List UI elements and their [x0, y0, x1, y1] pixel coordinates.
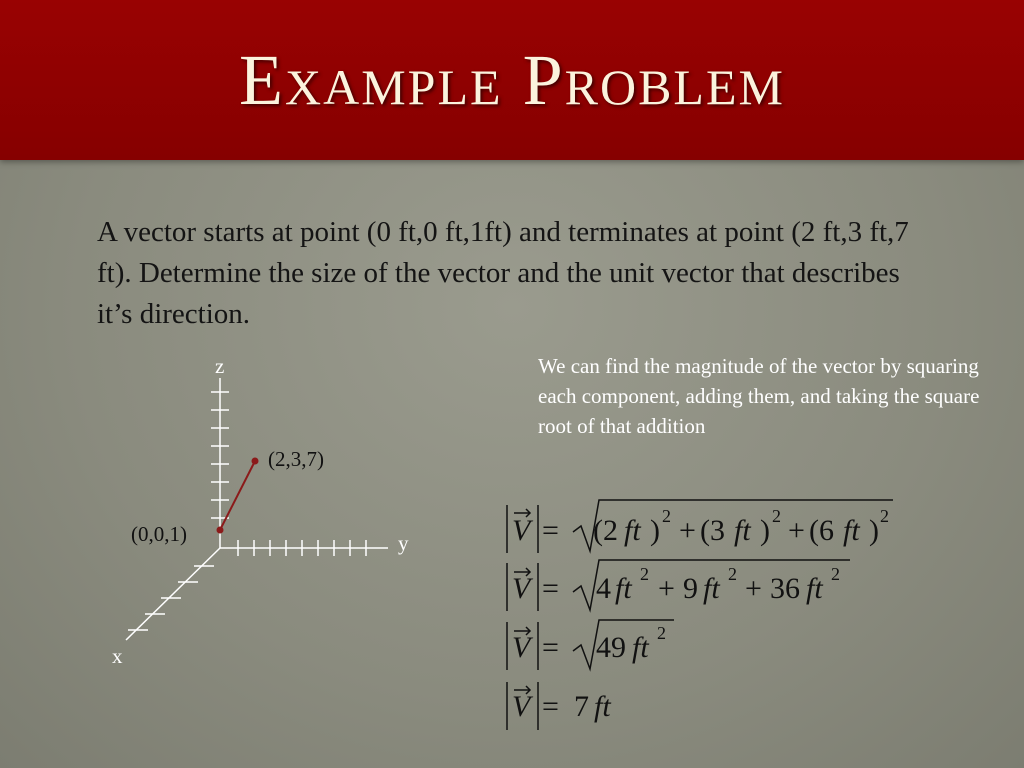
eq2-exp-b: 2 — [728, 564, 737, 584]
z-axis-label: z — [215, 354, 225, 378]
magnitude-explanation: We can find the magnitude of the vector by squaring each component, adding them, and taking the square root of that addition — [538, 354, 980, 438]
eq2-term-c: 36 — [770, 572, 800, 605]
eq1-close-b: ) — [760, 514, 770, 547]
start-point-dot — [217, 527, 224, 534]
end-point-label: (2,3,7) — [268, 447, 324, 471]
eq1-close-a: ) — [650, 514, 660, 547]
eq1-unit-a: ft — [624, 514, 641, 547]
eq1-term-b: (3 — [700, 514, 725, 547]
x-axis-ticks — [128, 566, 214, 630]
eq2-unit-a: ft — [615, 572, 632, 605]
slide-title: Example Problem — [239, 40, 785, 120]
eq3-unit-a: ft — [632, 631, 649, 664]
eq2-exp-c: 2 — [831, 564, 840, 584]
vector-arrow — [220, 461, 255, 530]
eq1-exp-a: 2 — [662, 506, 671, 526]
equals-3: = — [542, 631, 559, 664]
eq1-exp-c: 2 — [880, 506, 889, 526]
eq2-term-b: 9 — [683, 572, 698, 605]
eq1-plus-a: + — [679, 514, 696, 547]
eq4-unit-a: ft — [594, 690, 611, 723]
eq1-unit-c: ft — [843, 514, 860, 547]
eq2-plus-a: + — [658, 572, 675, 605]
eq4-term-a: 7 — [574, 690, 589, 723]
equals-1: = — [542, 514, 559, 547]
eq2-unit-b: ft — [703, 572, 720, 605]
start-point-label: (0,0,1) — [131, 522, 187, 546]
equals-2: = — [542, 572, 559, 605]
equals-4: = — [542, 690, 559, 723]
x-axis — [126, 548, 220, 640]
x-axis-label: x — [112, 644, 123, 668]
vector-v-1: V — [512, 514, 531, 547]
axes-diagram — [112, 354, 409, 668]
vector-v-2: V — [512, 572, 531, 605]
eq1-plus-b: + — [788, 514, 805, 547]
eq1-term-a: (2 — [593, 514, 618, 547]
eq2-term-a: 4 — [596, 572, 611, 605]
eq3-exp-a: 2 — [657, 623, 666, 643]
eq3-term-a: 49 — [596, 631, 626, 664]
equation-text — [512, 506, 889, 723]
problem-statement: A vector starts at point (0 ft,0 ft,1ft) and terminates at point (2 ft,3 ft,7 ft). Determine the size of the vector and the unit vector that describes it’s direction. — [97, 216, 909, 330]
vector-v-3: V — [512, 631, 531, 664]
eq1-close-c: ) — [869, 514, 879, 547]
vector-v-4: V — [512, 690, 531, 723]
eq1-term-c: (6 — [809, 514, 834, 547]
eq2-plus-b: + — [745, 572, 762, 605]
y-axis-label: y — [398, 531, 409, 555]
eq2-exp-a: 2 — [640, 564, 649, 584]
eq2-unit-c: ft — [806, 572, 823, 605]
eq1-unit-b: ft — [734, 514, 751, 547]
eq1-exp-b: 2 — [772, 506, 781, 526]
end-point-dot — [252, 458, 259, 465]
